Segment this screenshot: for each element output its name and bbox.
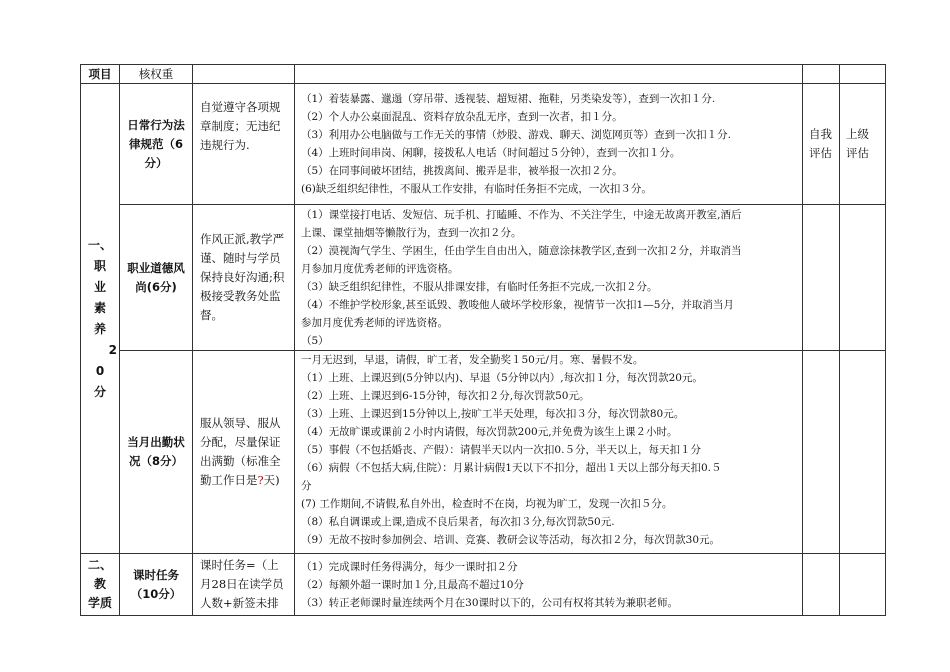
rule-line: 上课、课堂抽烟等懒散行为，查到一次扣２分。 — [301, 226, 522, 239]
superior-evaluation-blank — [840, 205, 886, 351]
rule-line: （2）漠视淘气学生、学困生，任由学生自由出入，随意涂抹教学区,查到一次扣２分，并取消当 — [301, 244, 742, 257]
rule-line: （5） — [301, 334, 329, 347]
subitem-daily-conduct: 日常行为法律规范（6分） — [120, 84, 193, 205]
rule-line: （2）个人办公桌面混乱、资料存放杂乱无序，查到一次者，扣１分。 — [301, 111, 623, 123]
requirement-professional-ethics: 作风正派,教学严谨、随时与学员保持良好沟通;积极接受教务处监督。 — [193, 205, 295, 351]
rule-line: (6)缺乏组织纪律性，不服从工作安排，有临时任务拒不完成，一次扣３分。 — [301, 183, 652, 195]
rules-attendance — [295, 351, 803, 554]
header-blank-2 — [295, 65, 803, 84]
rules-class-hours — [295, 554, 803, 616]
rules-professional-ethics — [295, 205, 803, 351]
rule-line: （5）事假（不包括婚丧、产假）：请假半天以内一次扣0.５分，半天以上，每天扣１分 — [301, 444, 701, 456]
superior-evaluation: 上级评估 — [840, 84, 886, 205]
evaluation-table — [80, 64, 886, 616]
header-blank-4 — [840, 65, 886, 84]
rule-line: 参加月度优秀老师的评选资格。 — [301, 316, 448, 329]
rule-line: （1）上班、上课迟到(5分钟以内)、早退（5分钟以内）,每次扣１分，每次罚款20元。 — [301, 372, 703, 384]
superior-evaluation-blank — [840, 554, 886, 616]
subitem-class-hours: 课时任务（10分） — [120, 554, 193, 616]
rule-line: 一月无迟到，早退，请假，旷工者，发全勤奖１50元/月。寒、暑假不发。 — [301, 354, 644, 366]
rule-line: （3）缺乏组织纪律性，不服从排课安排，有临时任务拒不完成,一次扣２分。 — [301, 280, 658, 293]
rule-line: （5）在同事间破坏团结，挑拨离间、搬弄是非，被举报一次扣２分。 — [301, 165, 623, 177]
self-evaluation: 自我评估 — [803, 84, 840, 205]
subitem-professional-ethics: 职业道德风尚(6分) — [120, 205, 193, 351]
table-row — [81, 351, 886, 554]
rule-line: （9）无故不按时参加例会、培训、竞赛、教研会议等活动，每次扣２分，每次罚款30元。 — [301, 534, 721, 546]
header-weight: 核权重 — [120, 65, 193, 84]
header-item: 项目 — [81, 65, 120, 84]
rule-line: （1）完成课时任务得满分，每少一课时扣２分 — [301, 560, 518, 573]
header-blank-1 — [193, 65, 295, 84]
rule-line: （3）上班、上课迟到15分钟以上,按旷工半天处理，每次扣３分，每次罚款80元。 — [301, 408, 685, 420]
rule-line: （4）不维护学校形象,甚至诋毁、教唆他人破坏学校形象，视情节一次扣1—5分，并取消当月 — [301, 298, 734, 311]
requirement-class-hours: 课时任务=（上月28日在读学员人数+新签未排 — [193, 554, 295, 616]
rule-line: （1）课堂接打电话、发短信、玩手机、打瞌睡、不作为、不关注学生，中途无故离开教室,酒后 — [301, 208, 742, 221]
rule-line: （2）每额外超一课时加１分,且最高不超过10分 — [301, 578, 524, 591]
missing-value-mark: ? — [257, 473, 264, 487]
rule-line: （6）病假（不包括大病,住院）：月累计病假1天以下不扣分，超出１天以上部分每天扣0.５ — [301, 462, 722, 474]
rule-line: (7) 工作期间,不请假,私自外出，检查时不在岗，均视为旷工，发现一次扣５分。 — [301, 498, 673, 510]
rules-daily-conduct — [295, 84, 803, 205]
requirement-attendance: 服从领导、服从分配，尽量保证出满勤（标准全勤工作日是?天) — [193, 351, 295, 554]
category-teaching-quality: 二、 教 学质 — [81, 554, 120, 616]
rule-line: 月参加月度优秀老师的评选资格。 — [301, 262, 459, 275]
self-evaluation-blank — [803, 554, 840, 616]
rule-line: （3）转正老师课时量连续两个月在30课时以下的，公司有权将其转为兼职老师。 — [301, 596, 679, 609]
table-row — [81, 84, 886, 205]
rule-line: （8）私自调课或上课,造成不良后果者，每次扣３分,每次罚款50元. — [301, 516, 615, 528]
category-professional-quality: 一、 职 业 素 养 2 0 分 — [81, 84, 120, 554]
requirement-daily-conduct: 自觉遵守各项规章制度；无违纪违规行为. — [193, 84, 295, 205]
self-evaluation-blank — [803, 351, 840, 554]
rule-line: （2）上班、上课迟到6-15分钟，每次扣２分,每次罚款50元。 — [301, 390, 590, 402]
table-row — [81, 554, 886, 616]
self-evaluation-blank — [803, 205, 840, 351]
rule-line: （1）着装暴露、邋遢（穿吊带、透视装、超短裙、拖鞋，另类染发等），查到一次扣１分. — [301, 93, 716, 105]
header-blank-3 — [803, 65, 840, 84]
rule-line: （4）无故旷课或课前２小时内请假，每次罚款200元,并免费为该生上课２小时。 — [301, 426, 678, 438]
superior-evaluation-blank — [840, 351, 886, 554]
table-header-row — [81, 65, 886, 84]
table-row — [81, 205, 886, 351]
subitem-attendance: 当月出勤状况（8分） — [120, 351, 193, 554]
rule-line: （3）利用办公电脑做与工作无关的事情（炒股、游戏、聊天、浏览网页等）查到一次扣１分. — [301, 129, 732, 141]
rule-line: （4）上班时间串岗、闲聊，接拨私人电话（时间超过５分钟），查到一次扣１分。 — [301, 147, 681, 159]
rule-line: 分 — [301, 480, 312, 492]
